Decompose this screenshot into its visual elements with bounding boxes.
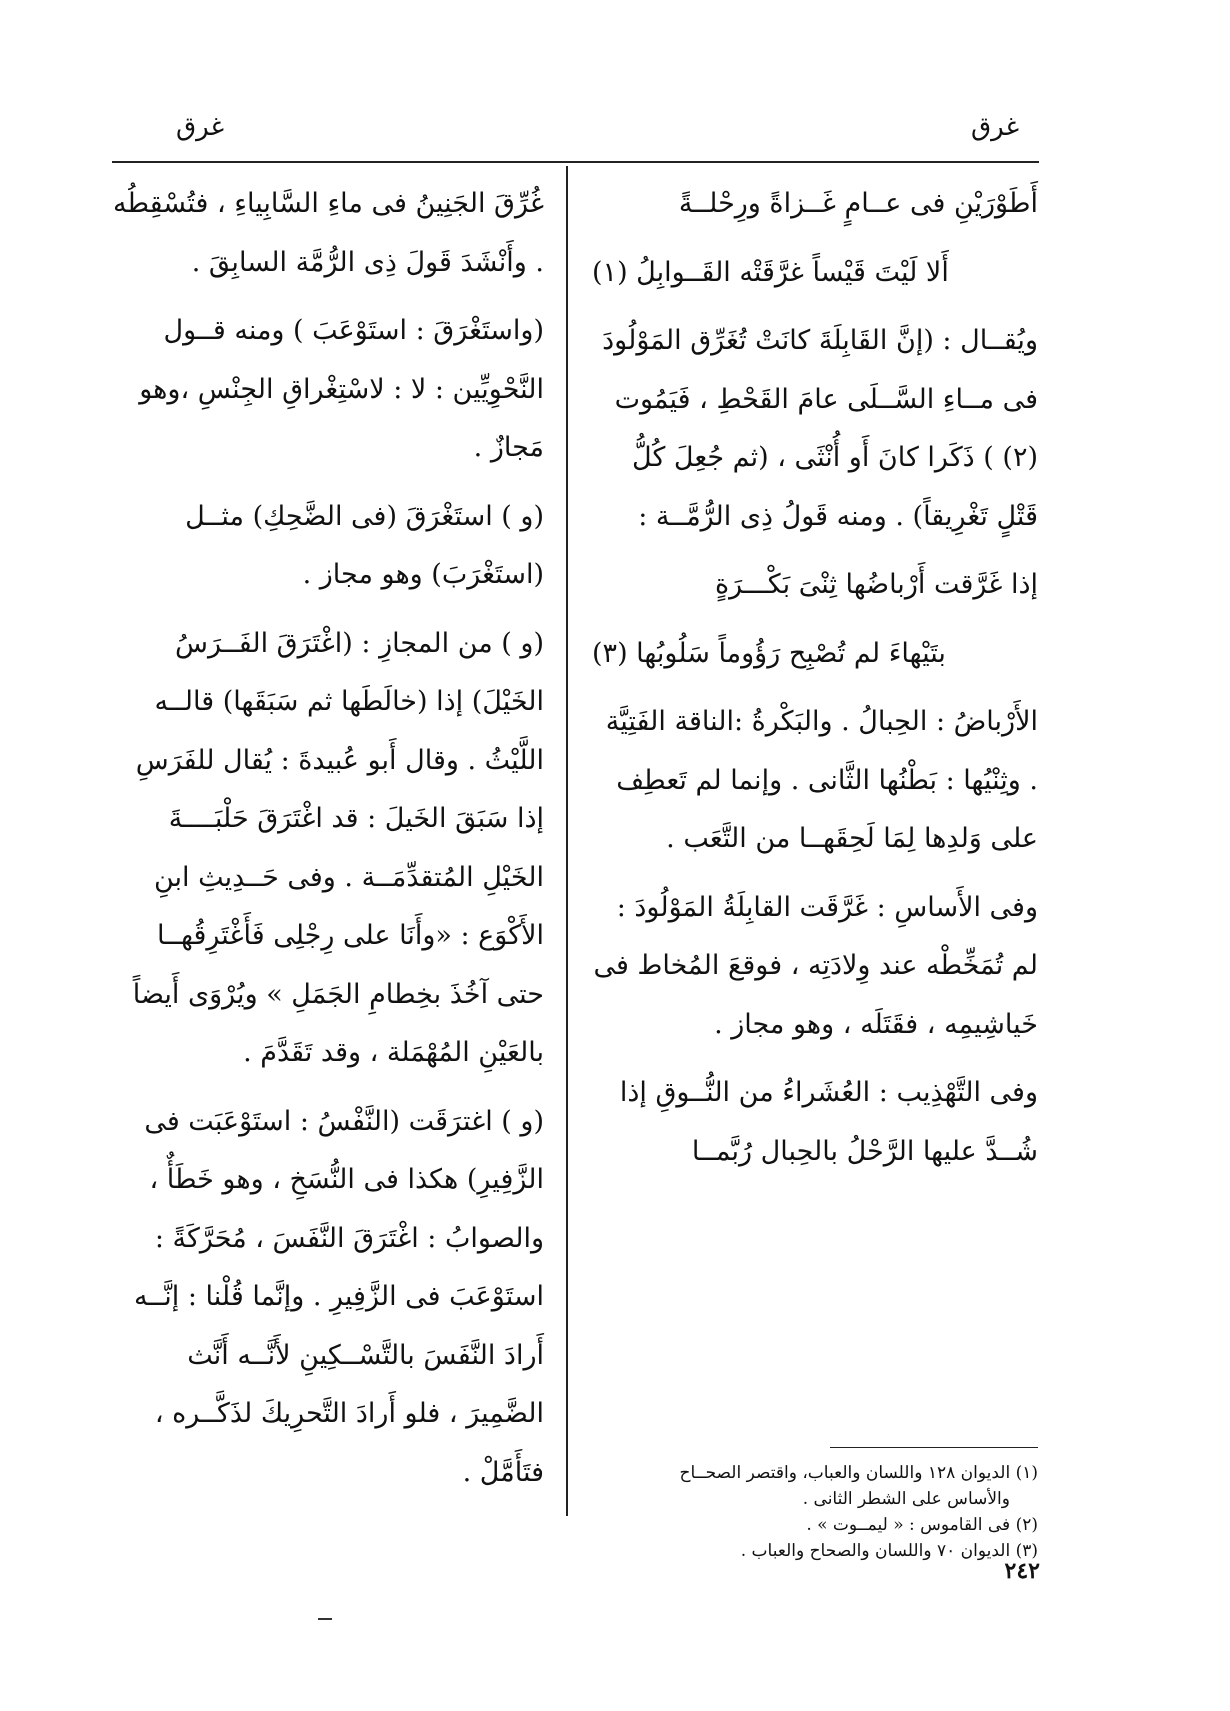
paragraph: (و ) استَغْرَقَ (فى الضَّحِكِ) مثــل (استَغْرَبَ) وهو مجاز . (185, 500, 544, 590)
footnote-number: (٢) (1015, 1515, 1038, 1535)
paragraph: وفى التَّهْذِيب : العُشَراءُ من النُّــوقِ إذا شُــدَّ عليها الرَّحْلُ بالحِبال رُبَّمــا (619, 1077, 1038, 1167)
footnote-text: الديوان ٧٠ واللسان والصحاح والعباب . (740, 1541, 1011, 1561)
paragraph: غُرِّقَ الجَنِينُ فى ماءِ السَّابِياءِ ، فتُسْقِطُه . وأَنْشَدَ قَولَ ذِى الرُّمَّة السابِقَ . (112, 188, 544, 278)
footnote (592, 1460, 1038, 1486)
footnotes (592, 1460, 1038, 1564)
footnote-number: (٣) (1015, 1541, 1038, 1561)
footnote-rule (830, 1447, 1038, 1448)
header-rule (112, 161, 1039, 163)
footnote-number: (١) (1015, 1463, 1038, 1483)
paragraph: (و ) اغترَقَت (النَّفْسُ : استَوْعَبَت فى الزَّفِيرِ) هكذا فى النُّسَخِ ، وهو خَطَأٌ ، والصوابُ : اغْتَرَقَ النَّفَسَ ، مُحَرَّكَةً : استَوْعَبَ فى الزَّفِيرِ . وإنَّما قُلْنا : إنَّــه أَرادَ النَّفَسَ بالتَّسْــكِينِ لأَنَّــه أَنَّث الضَّمِيرَ ، فلو أَرادَ التَّحرِيكَ لذَكَّــره ، فتَأَمَّلْ . (133, 1105, 544, 1488)
right-column (592, 175, 1038, 1191)
verse-line: بتَيْهاءَ لم تُصْبِح رَؤُوماً سَلُوبُها (٣) (592, 637, 946, 669)
footnote-text: الديوان ١٢٨ واللسان والعباب، واقتصر الصحــاح (679, 1463, 1011, 1483)
running-head-left: غرق (175, 112, 225, 142)
paragraph: (واستَغْرَقَ : استَوْعَبَ ) ومنه قــول النَّحْوِيِّين : لا : لاسْتِغْراقِ الجِنْسِ ،وهو مَجازٌ . (139, 315, 544, 463)
verse-line: أَلا لَيْتَ قَيْساً غرَّقَتْه القَــوابِلُ (١) (592, 256, 949, 288)
left-column (112, 175, 544, 1512)
footnote-continuation: والأساس على الشطر الثانى . (802, 1489, 1010, 1509)
page-number: ٢٤٢ (1004, 1558, 1040, 1584)
running-head-right: غرق (970, 112, 1020, 142)
paragraph: وفى الأَساسِ : غَرَّقَت القابِلَةُ المَوْلُودَ : لم تُمَخِّطْه عند وِلادَتِه ، فوقعَ المُخاط فى خَياشِيمِه ، فقَتَلَه ، وهو مجاز . (593, 891, 1038, 1040)
scan-speck (318, 1618, 332, 1620)
verse-line: إذا غَرَّقت أَرْباضُها ثِنْىَ بَكْـــرَةٍ (714, 569, 1038, 600)
paragraph: الأَرْباضُ : الحِبالُ . والبَكْرةُ :الناقة الفَتِيَّة . وثِنْيُها : بَطْنُها الثَّانى . وإنما لم تَعطِف على وَلدِها لِمَا لَحِقَهــا من التَّعَب . (605, 706, 1038, 854)
paragraph: ويُقــال : (إنَّ القَابِلَةَ كانَتْ تُغَرِّق المَوْلُودَ فى مــاءِ السَّــلَى عامَ القَحْطِ ، فَيَمُوت (٢) ) ذَكَرا كانَ أَو أُنْثَى ، (ثم جُعِلَ كُلُّ قَتْلٍ تَغْرِيقاً) . ومنه قَولُ ذِى الرُّمَّــة : (602, 325, 1038, 532)
paragraph: (و ) من المجازِ : (اغْتَرَقَ الفَــرَسُ الخَيْلَ) إذا (خالَطَها ثم سَبَقَها) قالــه اللَّيْثُ . وقال أَبو عُبيدةَ : يُقال للفَرَسِ إذا سَبَقَ الخَيلَ : قد اغْتَرَقَ حَلْبَــــةَ الخَيْلِ المُتقدِّمَــة . وفى حَــدِيثِ ابنِ الأَكْوَع : «وأَنَا على رِجْلِى فَأَغْتَرِقُهــا حتى آخُذَ بخِطامِ الجَمَلِ » ويُرْوَى أَيضاً بالعَيْنِ المُهْمَلة ، وقد تَقَدَّمَ . (132, 627, 544, 1068)
verse-line: أَطَوْرَيْنِ فى عــامٍ غَــزاةً ورِحْلــةً (678, 188, 1038, 219)
column-divider (566, 166, 568, 1516)
footnote-text: فى القاموس : « ليمــوت » . (806, 1515, 1011, 1535)
footnote (592, 1512, 1038, 1538)
